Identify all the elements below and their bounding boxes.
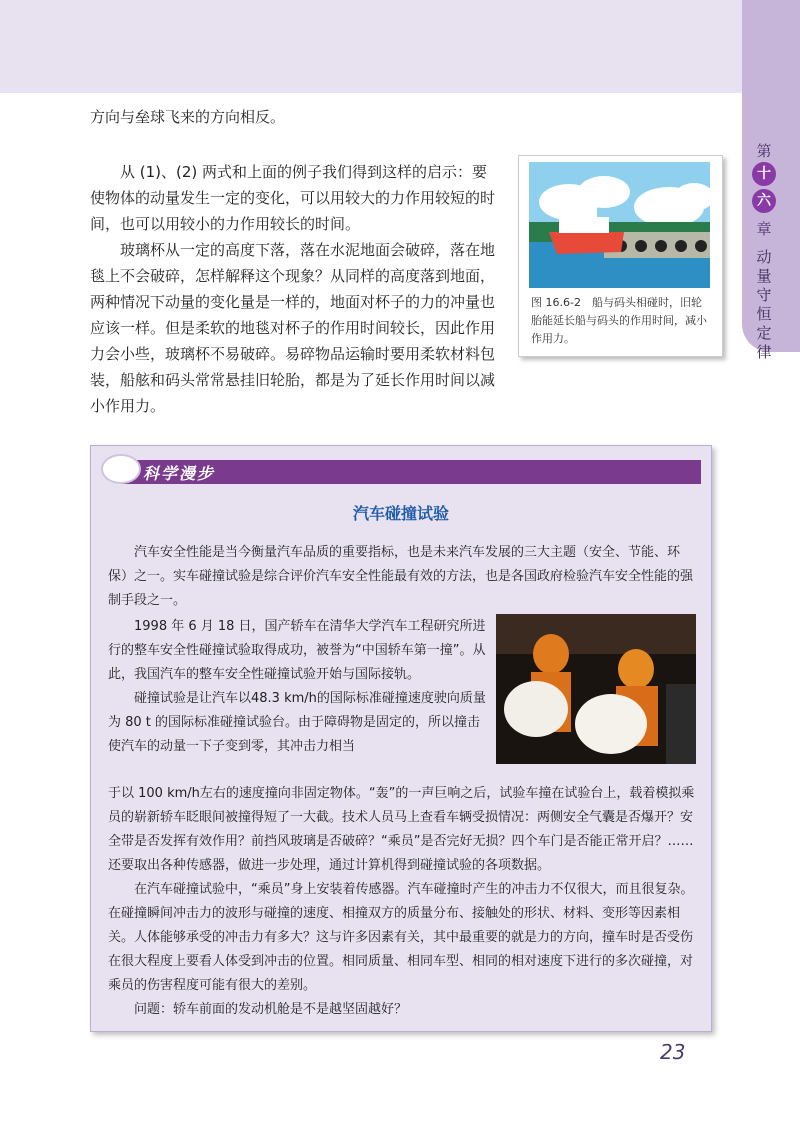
chapter-num-1: 十 <box>752 162 776 186</box>
banner-title: 科学漫步 <box>143 464 216 483</box>
paragraph: 1998 年 6 月 18 日，国产轿车在清华大学汽车工程研究所进行的整车安全性碰撞试验取得成功，被誉为“中国轿车第一撞”。从此，我国汽车的整车安全性碰撞试验开始与国际接轨。 <box>108 619 486 682</box>
section-banner <box>121 460 701 484</box>
header-band <box>0 0 742 93</box>
paragraph: 玻璃杯从一定的高度下落，落在水泥地面会破碎，落在地毯上不会破碎，怎样解释这个现象？从同样的高度落到地面，两种情况下动量的变化量是一样的，地面对杯子的力的冲量也应该一样。但是柔软的地毯对杯子的作用时间较长，因此作用力会小些，玻璃杯不易破碎。易碎物品运输时要用柔软材料包装，船舷和码头常常悬挂旧轮胎，都是为了延长作用时间以减小作用力。 <box>90 241 496 415</box>
box-paragraph-2 <box>108 615 488 759</box>
box-paragraph-3 <box>108 782 698 1022</box>
chapter-title <box>752 248 776 362</box>
chapter-title-char: 量 <box>756 267 772 285</box>
main-text <box>90 159 502 419</box>
box-paragraph-1 <box>108 541 698 613</box>
chapter-title-char: 定 <box>756 324 772 342</box>
question: 问题：轿车前面的发动机舱是不是越坚固越好？ <box>134 1002 408 1017</box>
paragraph: 从 (1)、(2) 两式和上面的例子我们得到这样的启示：要使物体的动量发生一定的变化，可以用较大的力作用较短的时间，也可以用较小的力作用较长的时间。 <box>90 163 496 233</box>
figure-ship-dock <box>518 155 723 357</box>
page-number: 23 <box>660 1040 686 1064</box>
chapter-num-2: 六 <box>752 189 776 213</box>
chapter-title-char: 守 <box>756 286 772 304</box>
ship-dock-illustration <box>529 162 710 288</box>
paragraph: 在汽车碰撞试验中，“乘员”身上安装着传感器。汽车碰撞时产生的冲击力不仅很大，而且很复杂。在碰撞瞬间冲击力的波形与碰撞的速度、相撞双方的质量分布、接触处的形状、材料、变形等因素相关。人体能够承受的冲击力有多大？这与许多因素有关，其中最重要的就是力的方向，撞车时是否受伤在很大程度上要看人体受到冲击的位置。相同质量、相同车型、相同的相对速度下进行的多次碰撞，对乘员的伤害程度可能有很大的差别。 <box>108 882 694 993</box>
paragraph: 于以 100 km/h左右的速度撞向非固定物体。“轰”的一声巨响之后，试验车撞在试验台上，载着模拟乘员的崭新轿车眨眼间被撞得短了一大截。技术人员马上查看车辆受损情况：两侧安全气囊是否爆开？安全带是否发挥有效作用？前挡风玻璃是否破碎？“乘员”是否完好无损？四个车门是否能正常开启？…… 还要取出各种传感器，做进一步处理，通过计算机得到碰撞试验的各项数据。 <box>108 786 695 873</box>
chapter-title-char: 律 <box>756 343 772 361</box>
paragraph: 汽车安全性能是当今衡量汽车品质的重要指标，也是未来汽车发展的三大主题（安全、节能、环保）之一。实车碰撞试验是综合评价汽车安全性能最有效的方法，也是各国政府检验汽车安全性能的强制手段之一。 <box>108 545 694 608</box>
figure-caption: 图 16.6-2 船与码头相碰时，旧轮胎能延长船与码头的作用时间，减小作用力。 <box>531 296 707 345</box>
article-title: 汽车碰撞试验 <box>352 504 449 523</box>
crash-test-photo <box>496 614 696 764</box>
paragraph: 方向与垒球飞来的方向相反。 <box>90 108 286 126</box>
chapter-title-char: 动 <box>756 248 772 266</box>
paragraph: 碰撞试验是让汽车以48.3 km/h的国际标准碰撞速度驶向质量为 80 t 的国际标准碰撞试验台。由于障碍物是固定的，所以撞击使汽车的动量一下子变到零，其冲击力相当 <box>108 691 486 754</box>
science-box <box>90 445 712 1032</box>
main-text-top <box>90 104 490 130</box>
banner-bubble-icon <box>101 454 141 484</box>
chapter-prefix: 第 <box>756 142 772 160</box>
chapter-title-char: 恒 <box>756 305 772 323</box>
chapter-suffix: 章 <box>756 220 772 238</box>
